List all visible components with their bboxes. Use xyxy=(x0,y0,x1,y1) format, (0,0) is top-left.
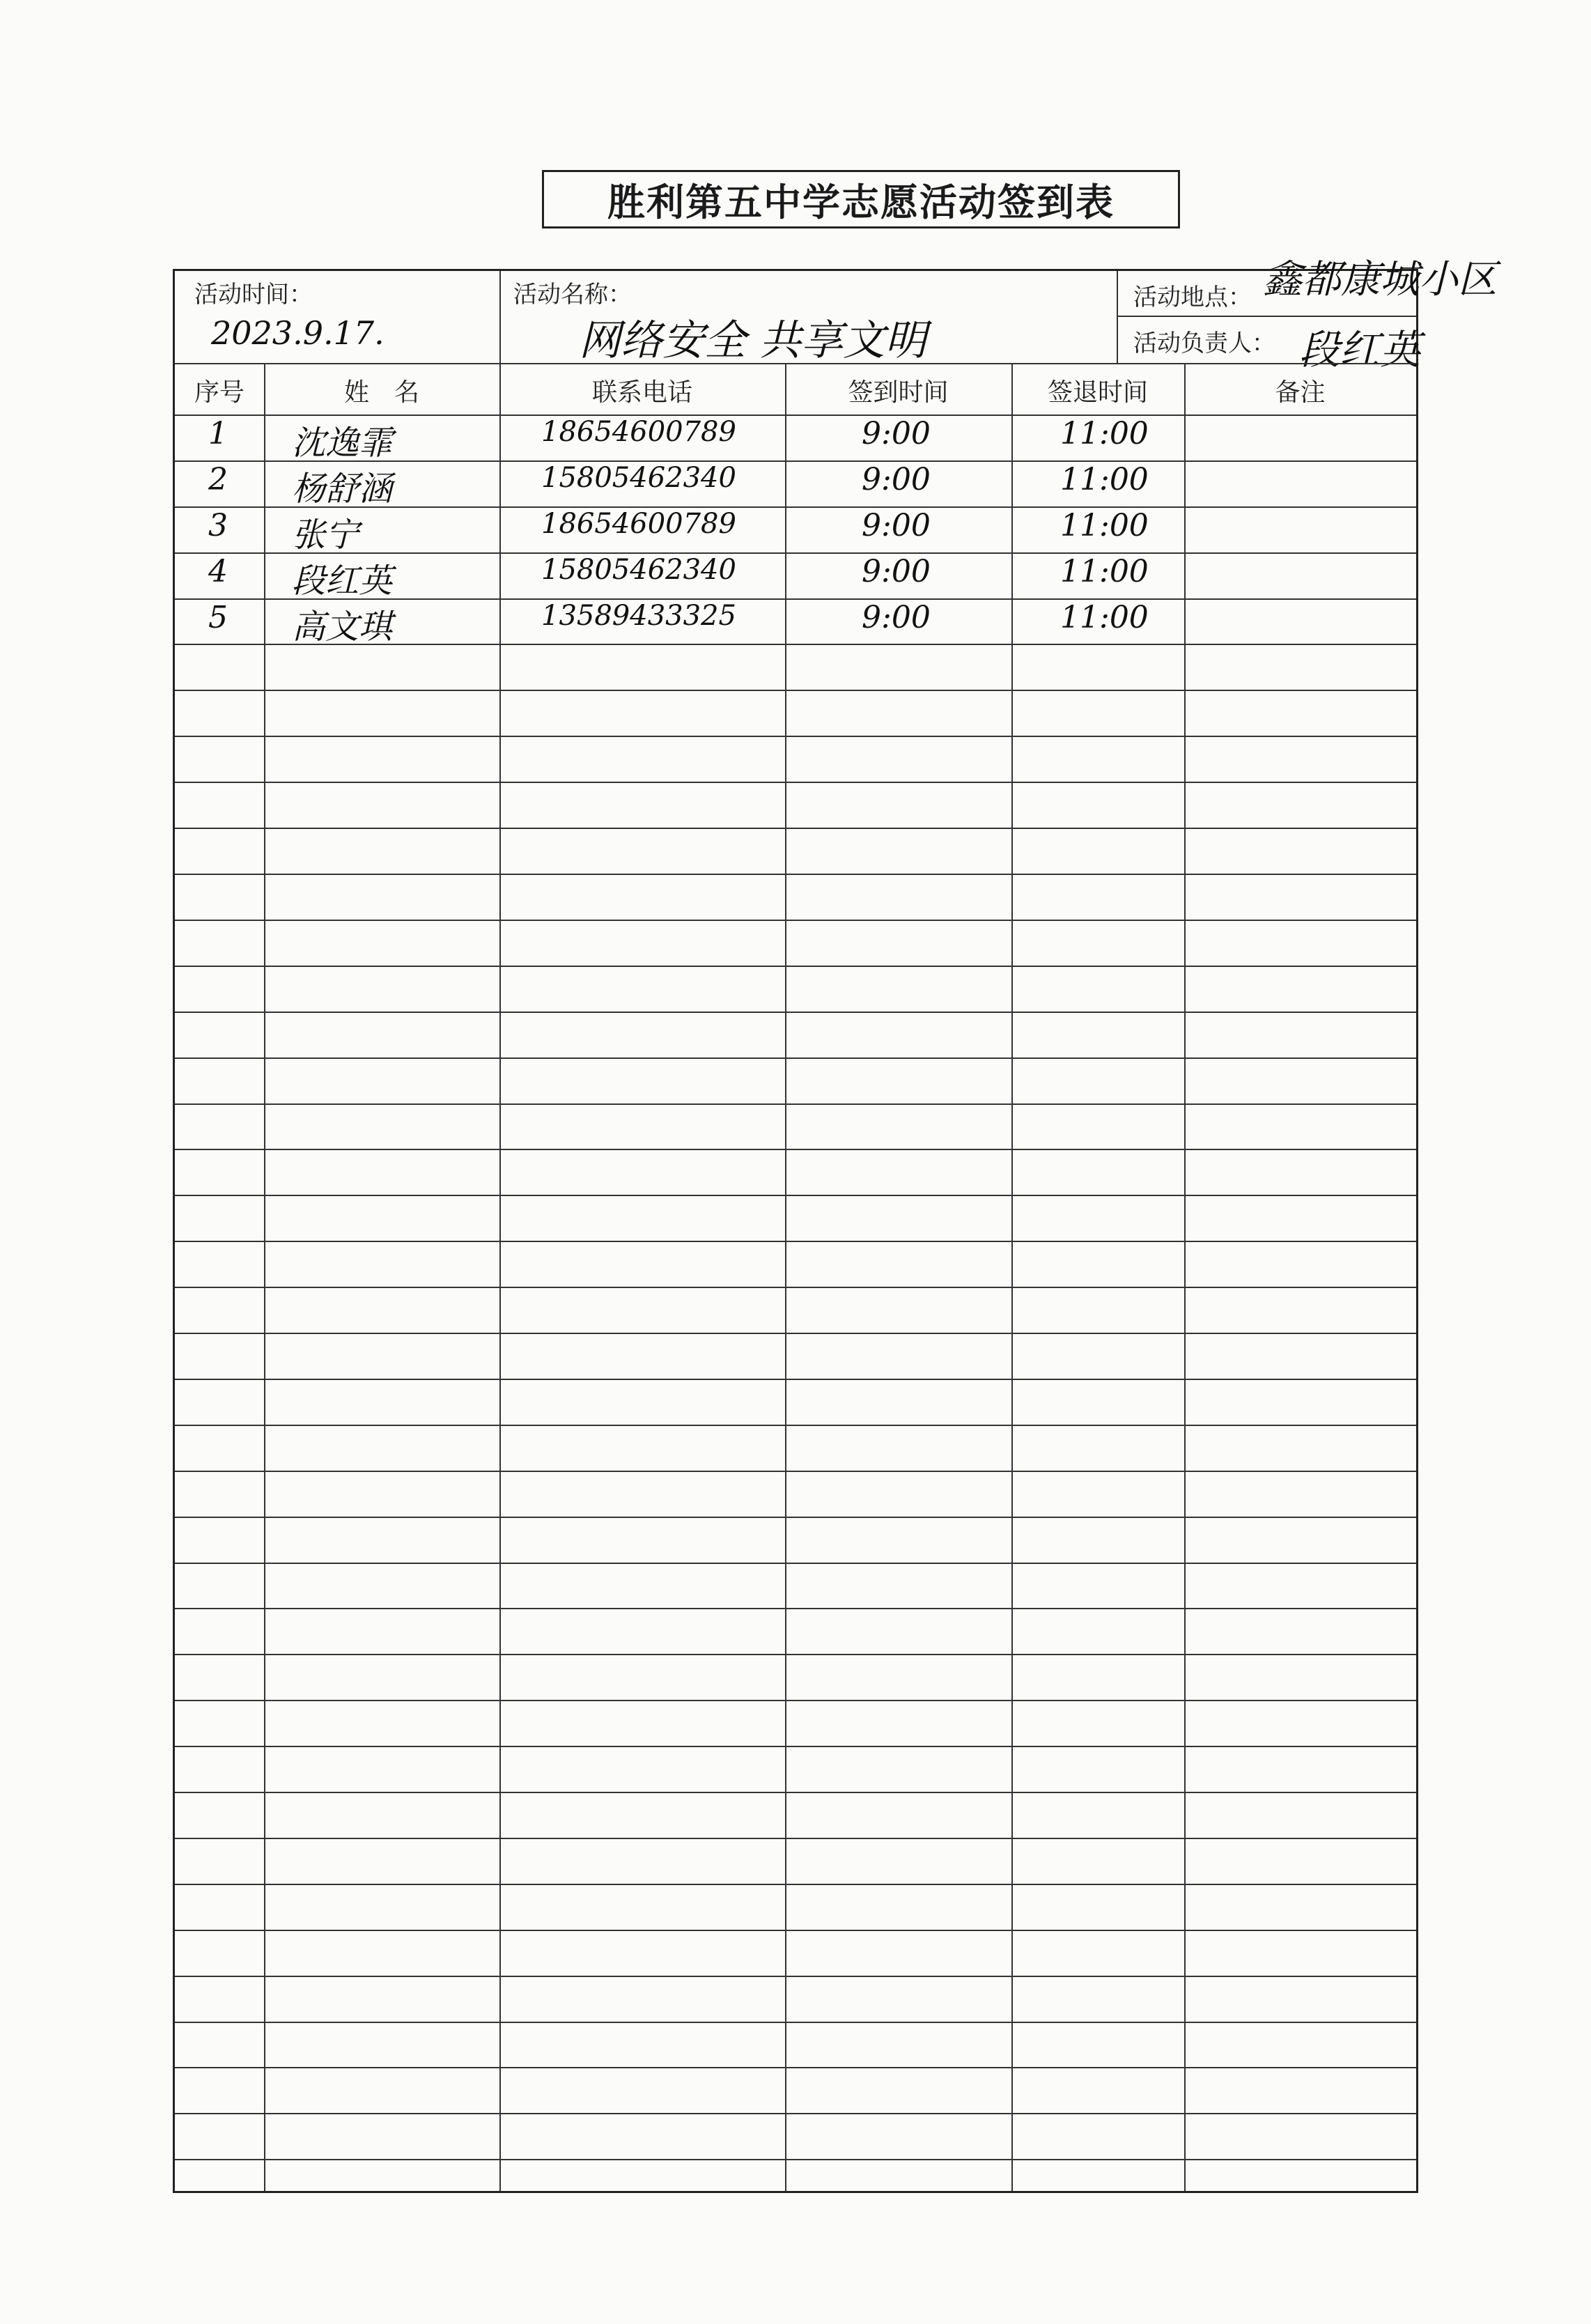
cell-phone: 13589433325 xyxy=(541,599,736,632)
table-divider xyxy=(175,874,1416,875)
table-divider xyxy=(175,966,1416,967)
cell-phone: 15805462340 xyxy=(541,553,736,586)
cell-out: 11:00 xyxy=(1060,461,1149,497)
cell-name: 杨舒涵 xyxy=(292,469,393,509)
column-header: 序号 xyxy=(194,378,245,407)
table-divider xyxy=(175,363,1416,364)
page-title: 胜利第五中学志愿活动签到表 xyxy=(542,170,1180,228)
cell-no: 2 xyxy=(208,461,228,497)
table-divider xyxy=(175,1700,1416,1701)
table-divider xyxy=(175,1884,1416,1885)
table-divider xyxy=(175,690,1416,691)
table-divider xyxy=(175,1471,1416,1472)
table-divider xyxy=(1117,271,1118,363)
table-divider xyxy=(175,2067,1416,2068)
activity-name-label: 活动名称： xyxy=(513,281,632,309)
table-divider xyxy=(1011,363,1013,2191)
table-divider xyxy=(499,271,501,363)
table-divider xyxy=(175,1241,1416,1242)
table-divider xyxy=(175,1195,1416,1196)
cell-no: 5 xyxy=(208,599,228,635)
table-divider xyxy=(175,782,1416,783)
table-divider xyxy=(175,1517,1416,1518)
table-divider xyxy=(1184,363,1186,2191)
cell-no: 1 xyxy=(208,416,228,451)
table-divider xyxy=(785,363,786,2191)
table-divider xyxy=(175,1103,1416,1105)
table-divider xyxy=(1117,316,1416,317)
cell-in: 9:00 xyxy=(862,599,931,635)
table-divider xyxy=(175,1425,1416,1426)
table-divider xyxy=(175,2022,1416,2023)
cell-phone: 15805462340 xyxy=(541,461,736,494)
activity-time-value: 2023.9.17. xyxy=(211,314,385,352)
cell-phone: 18654600789 xyxy=(541,416,736,448)
cell-out: 11:00 xyxy=(1060,416,1149,451)
column-header: 联系电话 xyxy=(591,378,692,407)
table-divider xyxy=(264,363,265,2191)
activity-name-value: 网络安全 共享文明 xyxy=(579,316,927,365)
table-divider xyxy=(175,2159,1416,2160)
table-divider xyxy=(175,736,1416,737)
cell-no: 4 xyxy=(208,553,228,589)
cell-out: 11:00 xyxy=(1060,599,1149,635)
cell-in: 9:00 xyxy=(862,416,931,451)
table-divider xyxy=(175,1379,1416,1380)
table-divider xyxy=(175,1746,1416,1747)
cell-name: 沈逸霏 xyxy=(292,424,393,463)
table-divider xyxy=(175,1149,1416,1150)
activity-time-label: 活动时间： xyxy=(194,281,313,309)
column-header: 签退时间 xyxy=(1047,378,1148,407)
table-divider xyxy=(175,1563,1416,1564)
sign-in-table xyxy=(173,257,1497,2193)
table-divider xyxy=(175,1838,1416,1839)
table-divider xyxy=(175,1608,1416,1609)
column-header: 签到时间 xyxy=(848,378,949,407)
table-divider xyxy=(175,1654,1416,1655)
cell-name: 段红英 xyxy=(292,561,393,601)
activity-leader-value: 段红英 xyxy=(1299,326,1421,373)
table-divider xyxy=(175,1058,1416,1059)
cell-out: 11:00 xyxy=(1060,507,1149,543)
cell-in: 9:00 xyxy=(862,507,931,543)
activity-leader-label: 活动负责人： xyxy=(1133,330,1275,357)
table-divider xyxy=(175,828,1416,829)
cell-name: 张宁 xyxy=(292,515,359,555)
table-divider xyxy=(175,1287,1416,1288)
cell-out: 11:00 xyxy=(1060,553,1149,589)
cell-phone: 18654600789 xyxy=(541,507,736,540)
table-divider xyxy=(175,1930,1416,1931)
table-divider xyxy=(175,1792,1416,1793)
table-divider xyxy=(175,2113,1416,2114)
table-divider xyxy=(175,920,1416,921)
table-divider xyxy=(175,1976,1416,1977)
activity-place-value: 鑫都康城小区 xyxy=(1263,257,1497,302)
column-header: 姓 名 xyxy=(343,378,419,407)
table-divider xyxy=(175,1012,1416,1013)
column-header: 备注 xyxy=(1275,378,1326,407)
cell-name: 高文琪 xyxy=(292,607,393,646)
cell-no: 3 xyxy=(208,507,228,543)
cell-in: 9:00 xyxy=(862,553,931,589)
activity-place-label: 活动地点： xyxy=(1133,284,1252,311)
table-divider xyxy=(499,363,501,2191)
cell-in: 9:00 xyxy=(862,461,931,497)
table-divider xyxy=(175,1333,1416,1334)
